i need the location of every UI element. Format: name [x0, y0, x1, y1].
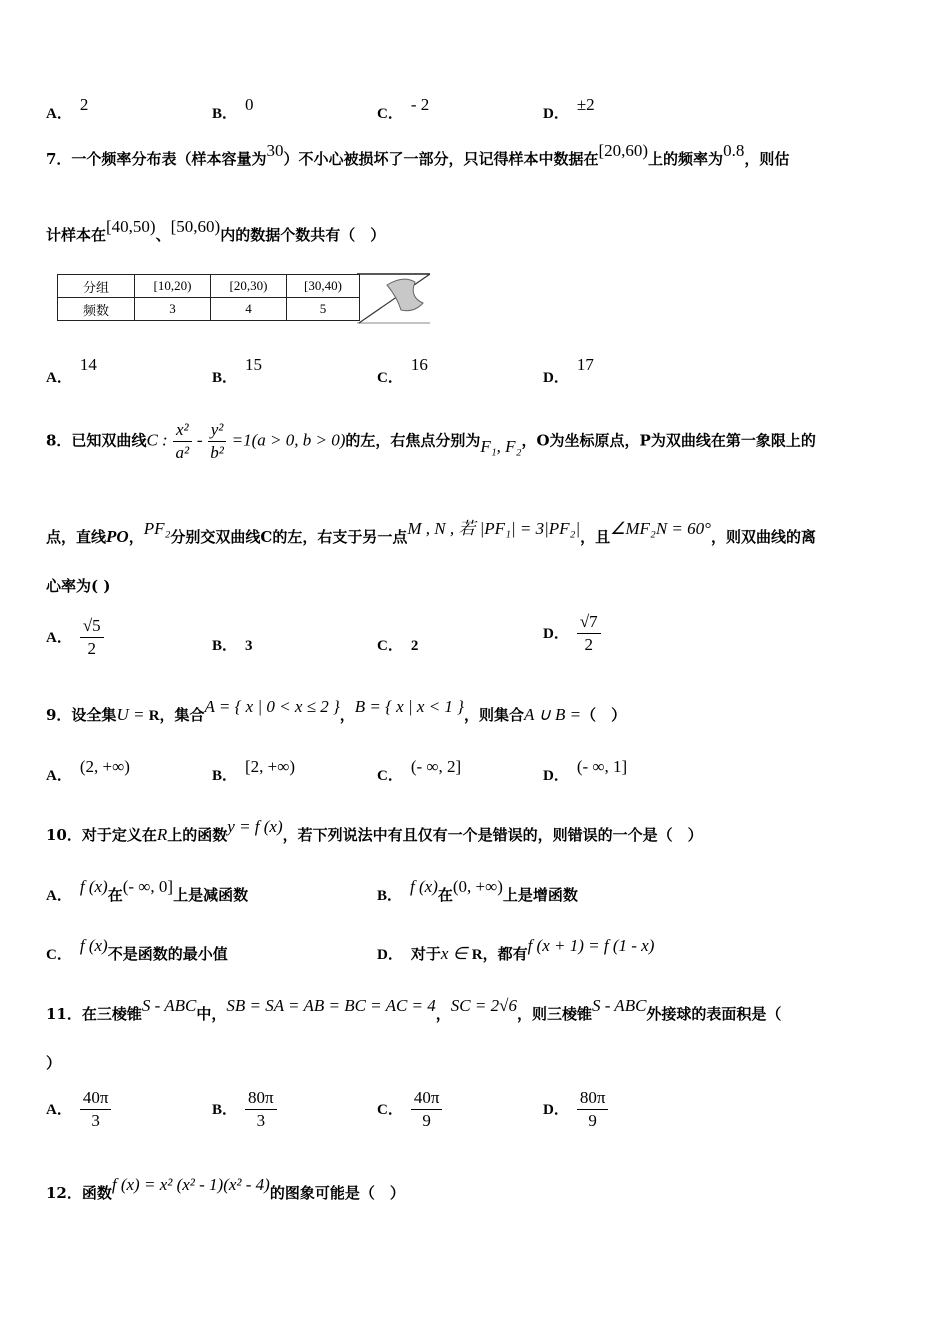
table-cell: 频数: [58, 298, 135, 321]
q11-option-b: B． $\frac{80\pi}{3}$: [212, 1088, 277, 1131]
q10-line: 10．对于定义在R上的函数y = f (x)，若下列说法中有且仅有一个是错误的，则错误的一个是（ ）: [46, 817, 703, 844]
q10-option-b: B． f (x)在(0, +∞)上是增函数: [377, 877, 578, 904]
table-cell: 3: [135, 298, 211, 321]
q7-option-b: B．15: [212, 355, 263, 386]
q10-option-c: C． f (x)不是函数的最小值: [46, 936, 228, 963]
q6-option-c: C． - 2: [377, 95, 430, 122]
q8-option-c: C． 2: [377, 638, 419, 654]
q9-line: 9．设全集U = R，集合A = { x | 0 < x ≤ 2 }，B = { x | x < 1 }，则集合A ∪ B =（ ）: [46, 697, 627, 724]
table-cell: 5: [287, 298, 360, 321]
q10-option-a: A． f (x)在(- ∞, 0]上是减函数: [46, 877, 249, 904]
q8-option-b: B． 3: [212, 638, 253, 654]
q11-line-1: 11．在三棱锥S - ABC中，SB = SA = AB = BC = AC = 4，SC = 2√6，则三棱锥S - ABC外接球的表面积是（: [46, 996, 782, 1023]
q6-option-b: B． 0: [212, 95, 254, 122]
table-cell: 分组: [58, 275, 135, 298]
q8-line-2: 点，直线PO，PF₂分别交双曲线C的左，右支于另一点M , N , 若 |PF₁| = 3|PF₂|，且∠MF₂N = 60°，则双曲线的离: [46, 519, 816, 546]
q7-option-a: A．14: [46, 355, 97, 386]
q11-option-c: C． $\frac{40\pi}{9}$: [377, 1088, 442, 1131]
q7-line-1: 7．一个频率分布表（样本容量为30）不小心被损坏了一部分，只记得样本中数据在[20,60)上的频率为0.8，则估: [46, 141, 790, 168]
q7-option-c: C．16: [377, 355, 428, 386]
table-cell: [30,40): [287, 275, 360, 298]
q8-line-1: 8．已知双曲线C : $\frac{\text{x²}}{\text{a²}}$ - $\frac{\text{y²}}{\text{b²}}$ =1(a > 0, b > 0)的左，右焦点分别为F₁, F₂，O为坐标原点，P为双曲线在第一象限上的: [46, 420, 816, 462]
q9-option-c: C． (- ∞, 2]: [377, 757, 462, 784]
table-cell: [10,20): [135, 275, 211, 298]
torn-corner-icon: [357, 273, 430, 324]
q6-option-a: A． 2: [46, 95, 89, 122]
q12-line: 12．函数f (x) = x² (x² - 1)(x² - 4)的图象可能是（ ）: [46, 1175, 405, 1202]
q10-option-d: D． 对于x ∈ R，都有f (x + 1) = f (1 - x): [377, 936, 655, 963]
q11-option-d: D． $\frac{80\pi}{9}$: [543, 1088, 608, 1131]
q9-option-d: D． (- ∞, 1]: [543, 757, 628, 784]
q11-line-2: ）: [46, 1054, 62, 1072]
q9-option-b: B． [2, +∞): [212, 757, 296, 784]
q9-option-a: A． (2, +∞): [46, 757, 130, 784]
table-row: [58, 298, 360, 321]
q11-option-a: A． $\frac{40\pi}{3}$: [46, 1088, 111, 1131]
table-header-row: [58, 275, 360, 298]
q8-option-d: D． $\frac{√7}{2}$: [543, 612, 601, 655]
q7-line-2: 计样本在[40,50)、[50,60)内的数据个数共有（ ）: [46, 217, 386, 244]
table-cell: [20,30): [211, 275, 287, 298]
q7-option-d: D．17: [543, 355, 594, 386]
q6-option-d: D． ±2: [543, 95, 595, 122]
q8-line-3: 心率为( ): [46, 577, 111, 595]
frequency-table: [57, 274, 360, 321]
table-cell: 4: [211, 298, 287, 321]
q8-option-a: A． $\frac{√5}{2}$: [46, 616, 104, 659]
